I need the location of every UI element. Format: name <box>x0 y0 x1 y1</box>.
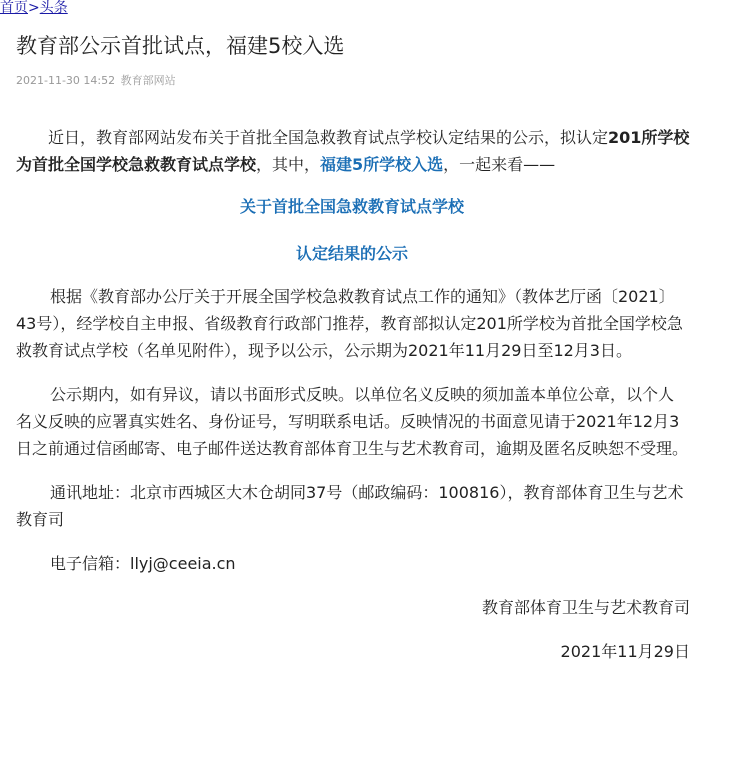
lead-highlight-text: 福建5所学校入选 <box>320 155 444 174</box>
address-paragraph: 通讯地址：北京市西城区大木仓胡同37号（邮政编码：100816），教育部体育卫生与艺术教育司 <box>16 483 684 529</box>
breadcrumb-home-link[interactable]: 首页 <box>0 0 28 16</box>
signature: 教育部体育卫生与艺术教育司 <box>481 598 690 617</box>
article-meta <box>16 74 176 88</box>
lead-text-1: 近日，教育部网站发布关于首批全国急救教育试点学校认定结果的公示，拟认定 <box>48 128 609 147</box>
sign-date: 2021年11月29日 <box>560 642 690 661</box>
article-source: 教育部网站 <box>120 74 176 87</box>
article-title: 教育部公示首批试点，福建5校入选 <box>16 34 345 58</box>
breadcrumb-separator: > <box>28 0 40 16</box>
lead-paragraph <box>16 124 696 178</box>
breadcrumb-section-link[interactable]: 头条 <box>39 0 68 16</box>
publish-datetime: 2021-11-30 14:52 <box>16 74 116 87</box>
notice-title-line2: 认定结果的公示 <box>295 244 408 263</box>
body-paragraph-2: 公示期内，如有异议，请以书面形式反映。以单位名义反映的须加盖本单位公章，以个人名义反映的应署真实姓名、身份证号，写明联系电话。反映情况的书面意见请于2021年12月3日之前通过信函邮寄、电子邮件送达教育部体育卫生与艺术教育司，逾期及匿名反映恕不受理。 <box>16 385 689 458</box>
article-body <box>16 124 696 665</box>
breadcrumb <box>0 0 68 16</box>
notice-title-line1: 关于首批全国急救教育试点学校 <box>239 197 464 216</box>
lead-text-2: ，其中， <box>256 155 321 174</box>
body-paragraph-1: 根据《教育部办公厅关于开展全国学校急救教育试点工作的通知》（教体艺厅函〔2021〕43号），经学校自主申报、省级教育行政部门推荐，教育部拟认定201所学校为首批全国学校急救教育试点学校（名单见附件），现予以公示，公示期为2021年11月29日至12月3日。 <box>16 287 683 360</box>
email-paragraph: 电子信箱：llyj@ceeia.cn <box>50 554 236 573</box>
lead-text-3: ，一起来看—— <box>443 155 556 174</box>
lead-bold-text: 201所学校为首批全国学校急救教育试点学校 <box>16 128 690 174</box>
